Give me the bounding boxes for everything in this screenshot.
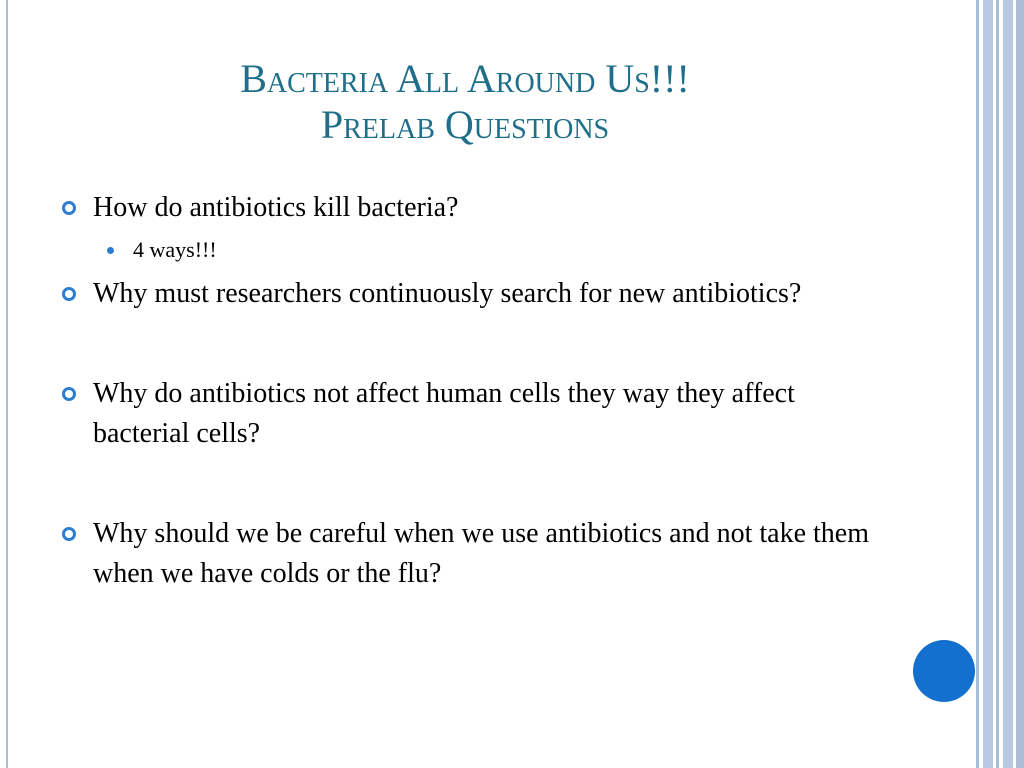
- right-border-stripe: [983, 0, 993, 768]
- filled-dot-bullet-icon: [107, 247, 114, 254]
- hollow-circle-bullet-icon: [62, 201, 76, 215]
- slide-title: [40, 56, 890, 148]
- bullet-item: [62, 374, 882, 454]
- hollow-circle-bullet-icon: [62, 287, 76, 301]
- slide-title-line-2: Prelab Questions: [320, 102, 610, 147]
- right-border-stripe: [976, 0, 979, 768]
- sub-bullet-item: [62, 234, 882, 266]
- hollow-circle-bullet-icon: [62, 527, 76, 541]
- blue-circle-decoration-icon: [913, 640, 975, 702]
- right-border-stripe: [996, 0, 999, 768]
- bullet-text: Why should we be careful when we use antibiotics and not take them when we have colds or the flu?: [93, 518, 869, 589]
- bullet-text: Why must researchers continuously search for new antibiotics?: [93, 278, 802, 309]
- slide-title-line-1: Bacteria All Around Us!!!: [240, 56, 690, 101]
- sub-bullet-text: 4 ways!!!: [133, 237, 217, 262]
- bullet-item: [62, 514, 882, 594]
- right-border-stripe: [1016, 0, 1024, 768]
- right-border-stripe: [1003, 0, 1013, 768]
- bullet-text: Why do antibiotics not affect human cells they way they affect bacterial cells?: [93, 378, 795, 449]
- bullet-item: [62, 188, 882, 228]
- left-border-line: [6, 0, 8, 768]
- bullet-text: How do antibiotics kill bacteria?: [93, 192, 459, 223]
- hollow-circle-bullet-icon: [62, 387, 76, 401]
- slide-content: [62, 188, 882, 594]
- bullet-item: [62, 274, 882, 314]
